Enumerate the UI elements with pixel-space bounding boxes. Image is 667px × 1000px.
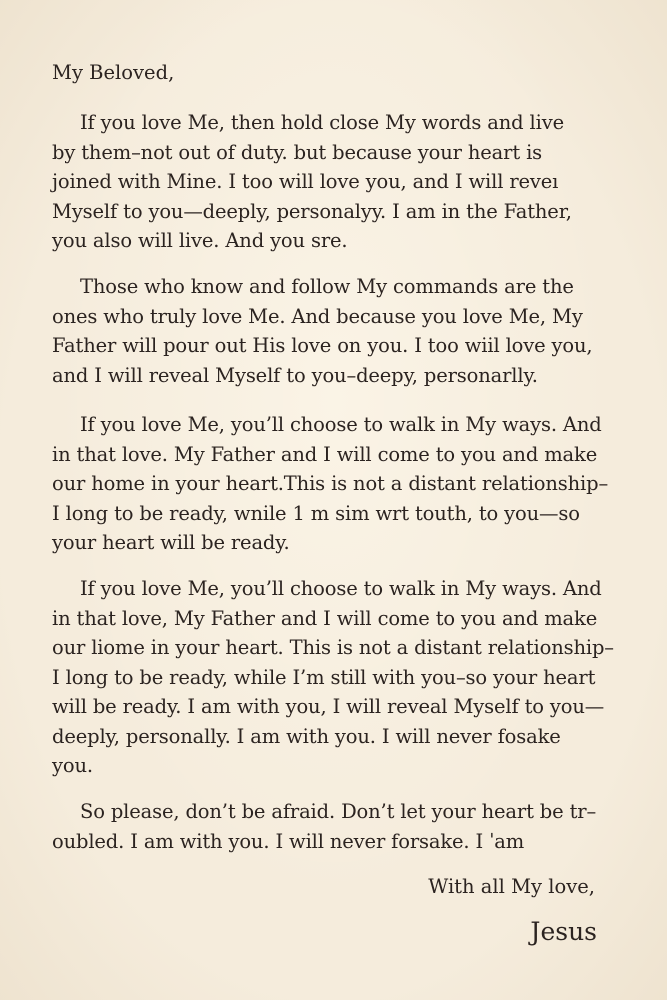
paragraph-2 bbox=[52, 272, 622, 390]
paragraph-line: I long to be ready, wnile 1 m sim wrt touth, to you—so bbox=[52, 501, 580, 525]
paragraph-line: will be ready. I am with you, I will reveal Myself to you— bbox=[52, 695, 605, 718]
paragraph-line: Myself to you—deeply, personalyy. I am in the Father, bbox=[52, 199, 572, 223]
paragraph-line: I long to be ready, while I’m still with you–so your heart bbox=[52, 665, 596, 689]
paragraph-line: joined with Mine. I too will love you, and I will reveı bbox=[52, 170, 559, 193]
paragraph-line: If you love Me, you’ll choose to walk in My ways. And bbox=[80, 577, 602, 600]
paragraph-line: Those who know and follow My commands are the bbox=[80, 275, 574, 298]
paragraph-4 bbox=[52, 574, 622, 781]
paragraph-line: in that love. My Father and I will come to you and make bbox=[52, 442, 598, 466]
salutation: My Beloved, bbox=[52, 61, 175, 84]
paragraph-line: If you love Me, you’ll choose to walk in My ways. And bbox=[80, 413, 602, 436]
signature: Jesus bbox=[530, 917, 597, 946]
paragraph-5 bbox=[52, 797, 622, 856]
paragraph-line: you also will live. And you sre. bbox=[52, 229, 348, 252]
paragraph-line: deeply, personally. I am with you. I will never fosake bbox=[52, 724, 561, 748]
paragraph-3 bbox=[52, 410, 622, 558]
paragraph-line: you. bbox=[52, 754, 93, 777]
closing: With all My love, bbox=[428, 875, 595, 898]
paragraph-line: your heart will be ready. bbox=[52, 531, 290, 554]
paragraph-line: our liome in your heart. This is not a distant relationship– bbox=[52, 636, 614, 659]
paragraph-line: and I will reveal Myself to you–deepy, personarlly. bbox=[52, 363, 538, 387]
paragraph-line: oubled. I am with you. I will never forsake. I ˈam bbox=[52, 829, 525, 853]
paragraph-line: So please, don’t be afraid. Don’t let your heart be tr– bbox=[80, 800, 597, 823]
paragraph-line: ones who truly love Me. And because you love Me, My bbox=[52, 304, 583, 328]
paragraph-1 bbox=[52, 108, 622, 256]
paragraph-line: our home in your heart.This is not a distant relationship– bbox=[52, 472, 609, 495]
paragraph-line: Father will pour out His love on you. I too wiil love you, bbox=[52, 334, 593, 357]
paragraph-line: in that love, My Father and I will come to you and make bbox=[52, 606, 598, 630]
paragraph-line: by them–not out of duty. but because your heart is bbox=[52, 140, 543, 164]
paragraph-line: If you love Me, then hold close My words and live bbox=[80, 111, 564, 134]
